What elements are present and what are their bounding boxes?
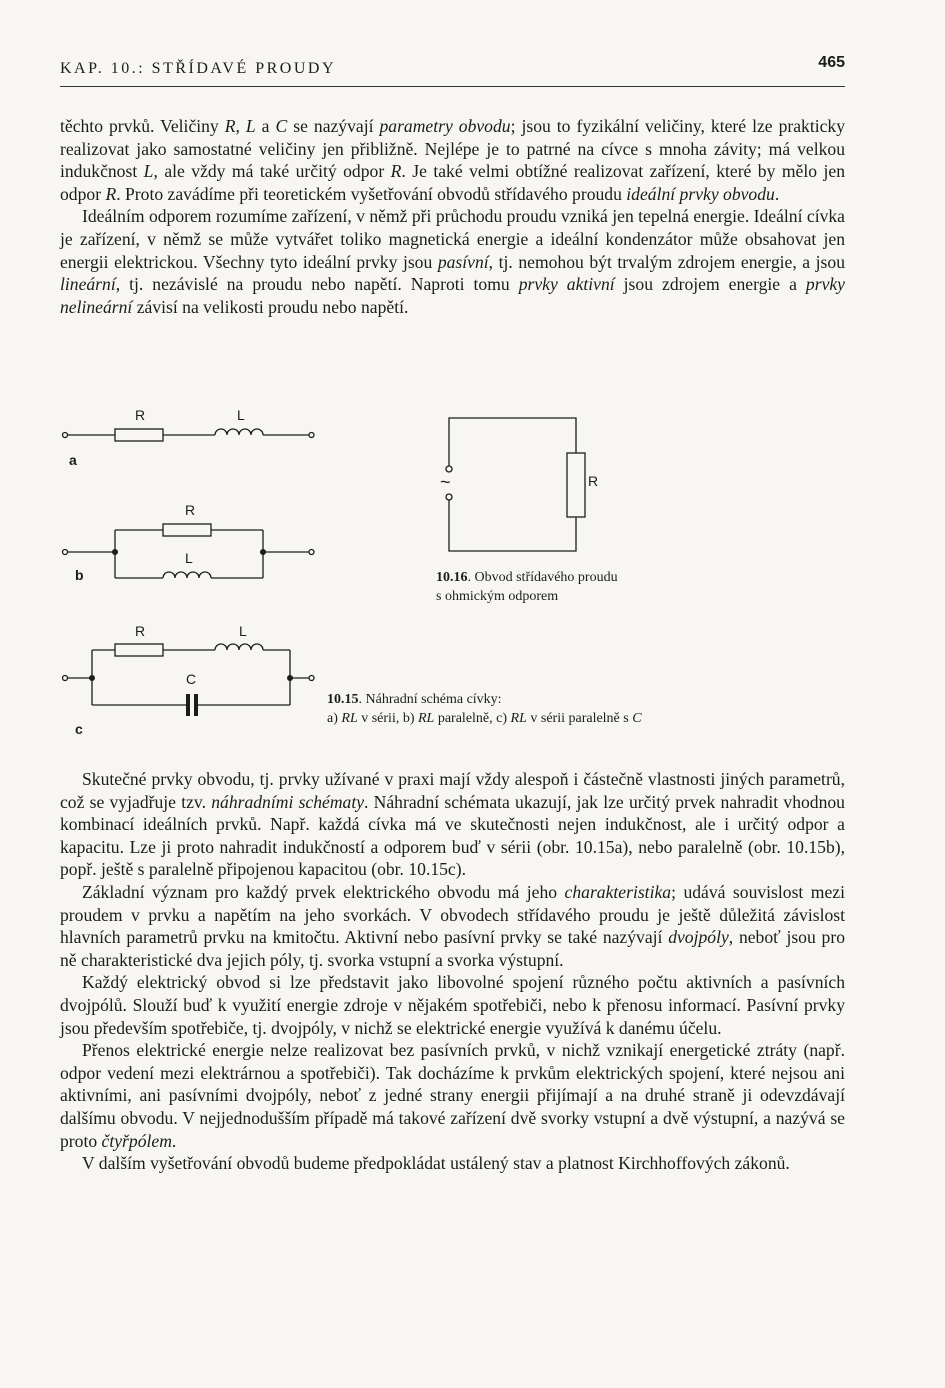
intro-text [60, 115, 845, 318]
resistor-symbol [115, 429, 163, 441]
label-R: R [588, 473, 599, 489]
italic-term: R [105, 183, 117, 204]
italic-term: RL [418, 711, 435, 726]
caption-number: 10.16 [436, 570, 468, 585]
sublabel-c: c [75, 721, 83, 737]
italic-term: čtyřpólem [101, 1130, 172, 1151]
chapter-title: KAP. 10.: STŘÍDAVÉ PROUDY [60, 60, 337, 77]
italic-term: C [275, 116, 288, 136]
label-L-c: L [239, 623, 247, 639]
italic-term: charakteristika [564, 881, 672, 902]
source-terminal-bottom [446, 494, 452, 500]
italic-term: lineární [60, 274, 116, 295]
caption-10-15 [327, 690, 827, 728]
label-R-a: R [135, 407, 146, 423]
paragraph: Základní význam pro každý prvek elektrického obvodu má jeho charakteristika; udává souvislost mezi proudem v prvku a napětím na jeho svorkách. V obvodech střídavého proudu je ještě důležitá závislost hlavních parametrů prvku na kmitočtu. Aktivní nebo pasívní prvky se také nazývají dvojpóly, neboť jsou pro ně charakteristické dva jejich póly, tj. svorka vstupní a svorka výstupní. [60, 881, 845, 970]
label-R-c: R [135, 623, 146, 639]
italic-term: RL [341, 711, 358, 726]
label-L-b: L [185, 550, 193, 566]
paragraph: těchto prvků. Veličiny R, L a C se nazývají parametry obvodu; jsou to fyzikální veličiny, které lze prakticky realizovat jako samostatné veličiny jen přibližně. Nejlépe je to patrné na cívce s mnoha závity; má velkou indukčnost L, ale vždy má také určitý odpor R. Je také velmi obtížné realizovat zařízení, které by mělo jen odpor R. Proto zavádíme při teoretickém vyšetřování obvodů střídavého proudu ideální prvky obvodu. [60, 116, 846, 204]
caption-number: 10.15 [327, 692, 359, 707]
capacitor-symbol [186, 694, 190, 716]
paragraph: Ideálním odporem rozumíme zařízení, v němž při průchodu proudu vzniká jen tepelná energie. Ideální cívka je zařízení, v němž se může vytvářet toliko magnetická energie a ideální kondenzátor může obsahovat jen energii elektrickou. Všechny tyto ideální prvky jsou pasívní, tj. nemohou být trvalým zdrojem energie, a jsou lineární, tj. nezávislé na proudu nebo napětí. Naproti tomu prvky aktivní jsou zdrojem energie a prvky nelineární závisí na velikosti proudu nebo napětí. [60, 206, 845, 317]
ac-source-symbol: ~ [440, 472, 451, 492]
caption-text: . Obvod střídavého proudu [467, 570, 618, 585]
body-text [60, 768, 845, 1175]
italic-term: prvky aktivní [518, 274, 615, 295]
italic-term: RL [510, 711, 527, 726]
caption-10-16 [436, 568, 756, 606]
italic-term: prvky nelineární [60, 274, 845, 317]
italic-term: ideální prvky obvodu [626, 183, 775, 204]
resistor-symbol [567, 453, 585, 517]
sublabel-b: b [75, 567, 84, 583]
italic-term: parametry obvodu [379, 116, 511, 136]
italic-term: R [224, 116, 236, 136]
italic-term: R [390, 161, 402, 182]
figure-10-16 [435, 408, 615, 558]
running-header [60, 54, 845, 87]
caption-text: s ohmickým odporem [436, 589, 559, 604]
label-C-c: C [186, 671, 197, 687]
paragraph: V dalším vyšetřování obvodů budeme předpokládat ustálený stav a platnost Kirchhoffových zákonů. [82, 1153, 790, 1174]
italic-term: L [245, 116, 256, 136]
caption-text: . Náhradní schéma cívky: [358, 692, 502, 707]
page-number: 465 [818, 54, 845, 71]
inductor-symbol [215, 429, 263, 435]
italic-term: L [143, 161, 154, 182]
italic-term: dvojpóly [668, 927, 729, 948]
italic-term: náhradními schématy [211, 791, 365, 812]
paragraph: Přenos elektrické energie nelze realizovat bez pasívních prvků, v nichž vznikají energetické ztráty (např. odpor vedení mezi elektrárnou a spotřebiči). Tak docházíme k prvkům elektrických spojení, které nejsou ani aktivními, ani pasívními dvojpóly, neboť z jedné strany energii přijímají a na druhé straně ji odevzdávají dalšímu obvodu. V nejjednodušším případě má takové zařízení dvě svorky vstupní a dvě výstupní, a nazývá se proto čtyřpólem. [60, 1040, 845, 1151]
italic-term: C [632, 711, 642, 726]
label-L-a: L [237, 407, 245, 423]
paragraph: Skutečné prvky obvodu, tj. prvky užívané v praxi mají vždy alespoň i částečně vlastnosti jiných parametrů, což se vyjadřuje tzv. náhradními schématy. Náhradní schémata ukazují, jak lze určitý prvek nahradit vhodnou kombinací ideálních prvků. Např. každá cívka má ve skutečnosti nejen indukčnost, ale i určitý odpor a kapacitu. Lze ji proto nahradit indukčností a odporem buď v sérii (obr. 10.15a), nebo paralelně (obr. 10.15b), popř. ještě s paralelně připojenou kapacitou (obr. 10.15c). [60, 769, 845, 880]
italic-term: pasívní [437, 251, 489, 272]
caption-text: a) RL v sérii, b) RL paralelně, c) RL v sérii paralelně s C [327, 711, 642, 726]
circuit-a [63, 429, 315, 441]
label-R-b: R [185, 502, 196, 518]
figure-10-15 [55, 400, 335, 770]
sublabel-a: a [69, 452, 77, 468]
paragraph: Každý elektrický obvod si lze představit jako libovolné spojení různého počtu aktivních a pasívních dvojpólů. Slouží buď k využití energie zdroje v nějakém spotřebiči, nebo k přenosu informací. Pasívní prvky jsou především spotřebiče, tj. dvojpóly, v nichž se elektrické energie využívá k danému účelu. [60, 972, 845, 1038]
